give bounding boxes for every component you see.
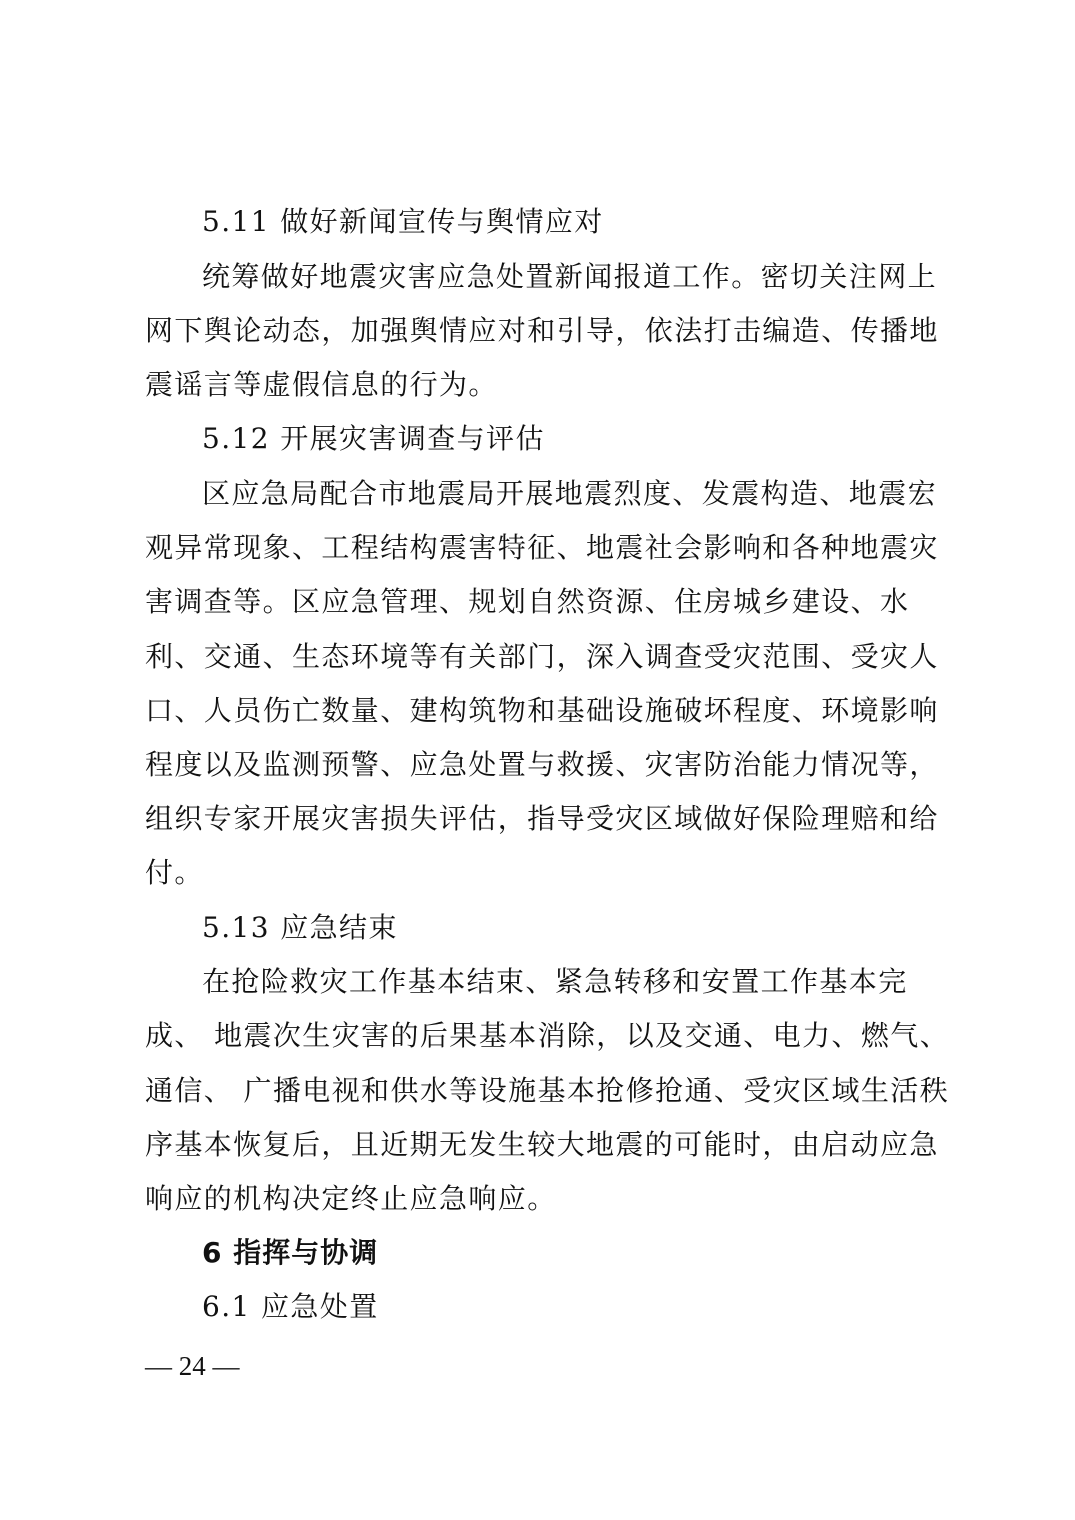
paragraph-line: 成、 地震次生灾害的后果基本消除，以及交通、电力、燃气、 bbox=[145, 1019, 950, 1052]
paragraph-line: 通信、 广播电视和供水等设施基本抢修抢通、受灾区域生活秩 bbox=[145, 1074, 950, 1107]
section-heading-5-13: 5.13 应急结束 bbox=[202, 911, 398, 944]
section-heading-5-11: 5.11 做好新闻宣传与舆情应对 bbox=[202, 205, 604, 238]
paragraph-line: 网下舆论动态，加强舆情应对和引导，依法打击编造、传播地 bbox=[145, 314, 939, 347]
paragraph-line: 区应急局配合市地震局开展地震烈度、发震构造、地震宏 bbox=[202, 477, 938, 510]
paragraph-line: 统筹做好地震灾害应急处置新闻报道工作。密切关注网上 bbox=[202, 260, 938, 293]
section-heading-6: 6 指挥与协调 bbox=[202, 1236, 379, 1269]
paragraph-line: 程度以及监测预警、应急处置与救援、灾害防治能力情况等， bbox=[145, 748, 939, 781]
paragraph-line: 响应的机构决定终止应急响应。 bbox=[145, 1182, 557, 1215]
section-heading-6-1: 6.1 应急处置 bbox=[202, 1290, 379, 1323]
paragraph-line: 付。 bbox=[145, 856, 204, 889]
paragraph-line: 口、人员伤亡数量、建构筑物和基础设施破坏程度、环境影响 bbox=[145, 694, 939, 727]
paragraph-line: 震谣言等虚假信息的行为。 bbox=[145, 368, 498, 401]
paragraph-line: 利、交通、生态环境等有关部门，深入调查受灾范围、受灾人 bbox=[145, 640, 939, 673]
paragraph-line: 害调查等。区应急管理、规划自然资源、住房城乡建设、水 bbox=[145, 585, 910, 618]
paragraph-line: 观异常现象、工程结构震害特征、地震社会影响和各种地震灾 bbox=[145, 531, 939, 564]
section-heading-5-12: 5.12 开展灾害调查与评估 bbox=[202, 422, 545, 455]
paragraph-line: 在抢险救灾工作基本结束、紧急转移和安置工作基本完 bbox=[202, 965, 908, 998]
page-number: — 24 — bbox=[145, 1351, 240, 1381]
paragraph-line: 序基本恢复后，且近期无发生较大地震的可能时，由启动应急 bbox=[145, 1128, 939, 1161]
paragraph-line: 组织专家开展灾害损失评估，指导受灾区域做好保险理赔和给 bbox=[145, 802, 939, 835]
